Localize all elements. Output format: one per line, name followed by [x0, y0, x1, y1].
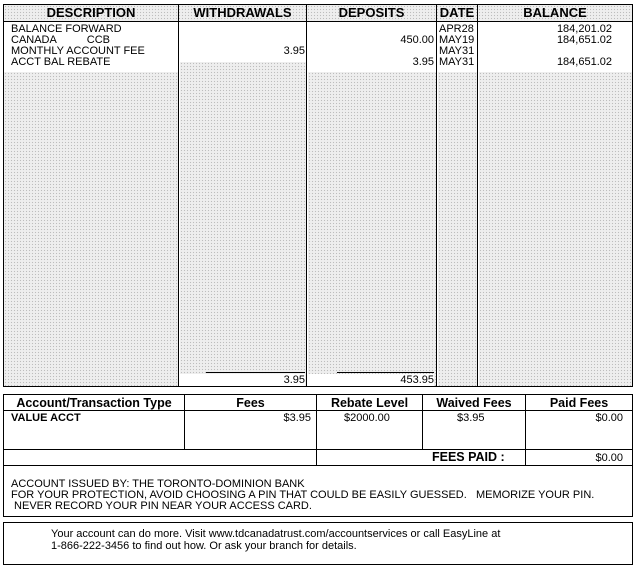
col-sep-2 [306, 5, 307, 386]
withdrawals-total: 3.95 [180, 374, 305, 386]
date-column-fill [438, 72, 477, 386]
fees-paid-label: FEES PAID : [432, 450, 505, 464]
header-date: DATE [439, 5, 475, 20]
col-sep-4 [477, 5, 478, 386]
row-date: MAY19 [439, 34, 475, 46]
fees-header-rule [4, 410, 632, 411]
fees-header-fees: Fees [236, 396, 265, 410]
row-balance: 184,201.02 [556, 23, 612, 35]
col-sep-3 [436, 5, 437, 386]
row-date: MAY31 [439, 56, 475, 68]
row-deposit: 450.00 [400, 34, 434, 46]
row-balance: 184,651.02 [556, 56, 612, 68]
fees-waived: $3.95 [457, 412, 485, 424]
fees-amount: $3.95 [283, 412, 311, 424]
notice-issuer: ACCOUNT ISSUED BY: THE TORONTO-DOMINION BANK [11, 478, 305, 490]
fees-header-paid-fees: Paid Fees [549, 396, 609, 410]
col-sep-1 [178, 5, 179, 386]
fees-paid: $0.00 [595, 412, 623, 424]
deposits-column-fill [308, 72, 436, 386]
header-deposits: DEPOSITS [338, 5, 405, 20]
withdrawals-column-fill [180, 62, 306, 386]
fees-row-rule [4, 449, 632, 450]
row-description: ACCT BAL REBATE [11, 56, 111, 68]
description-column-fill [4, 72, 178, 386]
fees-header-rebate-level: Rebate Level [330, 396, 409, 410]
withdrawals-total-rule [206, 372, 305, 373]
deposits-total-rule [337, 372, 434, 373]
footer-message-line1: Your account can do more. Visit www.tdcanadatrust.com/accountservices or call EasyLine at [51, 528, 501, 540]
fees-header-waived-fees: Waived Fees [436, 396, 512, 410]
fees-paid-total: $0.00 [595, 452, 623, 464]
footer-message-line2: 1-866-222-3456 to find out how. Or ask your branch for details. [51, 540, 357, 552]
header-divider [4, 21, 632, 22]
row-deposit: 3.95 [412, 56, 434, 68]
header-balance: BALANCE [523, 5, 587, 20]
notice-pin-protection: FOR YOUR PROTECTION, AVOID CHOOSING A PIN THAT COULD BE EASILY GUESSED. MEMORIZE YOUR PIN. [11, 489, 595, 501]
row-description: CANADA CCB [11, 34, 111, 46]
balance-column-fill [479, 72, 632, 386]
header-withdrawals: WITHDRAWALS [193, 5, 292, 20]
row-description: BALANCE FORWARD [11, 23, 122, 35]
fees-paid-rule [4, 465, 632, 466]
row-description: MONTHLY ACCOUNT FEE [11, 45, 145, 57]
row-date: APR28 [439, 23, 474, 35]
deposits-total: 453.95 [308, 374, 434, 386]
row-balance: 184,651.02 [556, 34, 612, 46]
header-description: DESCRIPTION [46, 5, 136, 20]
fees-account-type: VALUE ACCT [11, 412, 81, 424]
notice-pin-record: NEVER RECORD YOUR PIN NEAR YOUR ACCESS CARD. [11, 500, 312, 512]
row-withdrawal: 3.95 [283, 45, 305, 57]
fees-header-type: Account/Transaction Type [16, 396, 172, 410]
row-date: MAY31 [439, 45, 475, 57]
fees-rebate-level: $2000.00 [344, 412, 390, 424]
